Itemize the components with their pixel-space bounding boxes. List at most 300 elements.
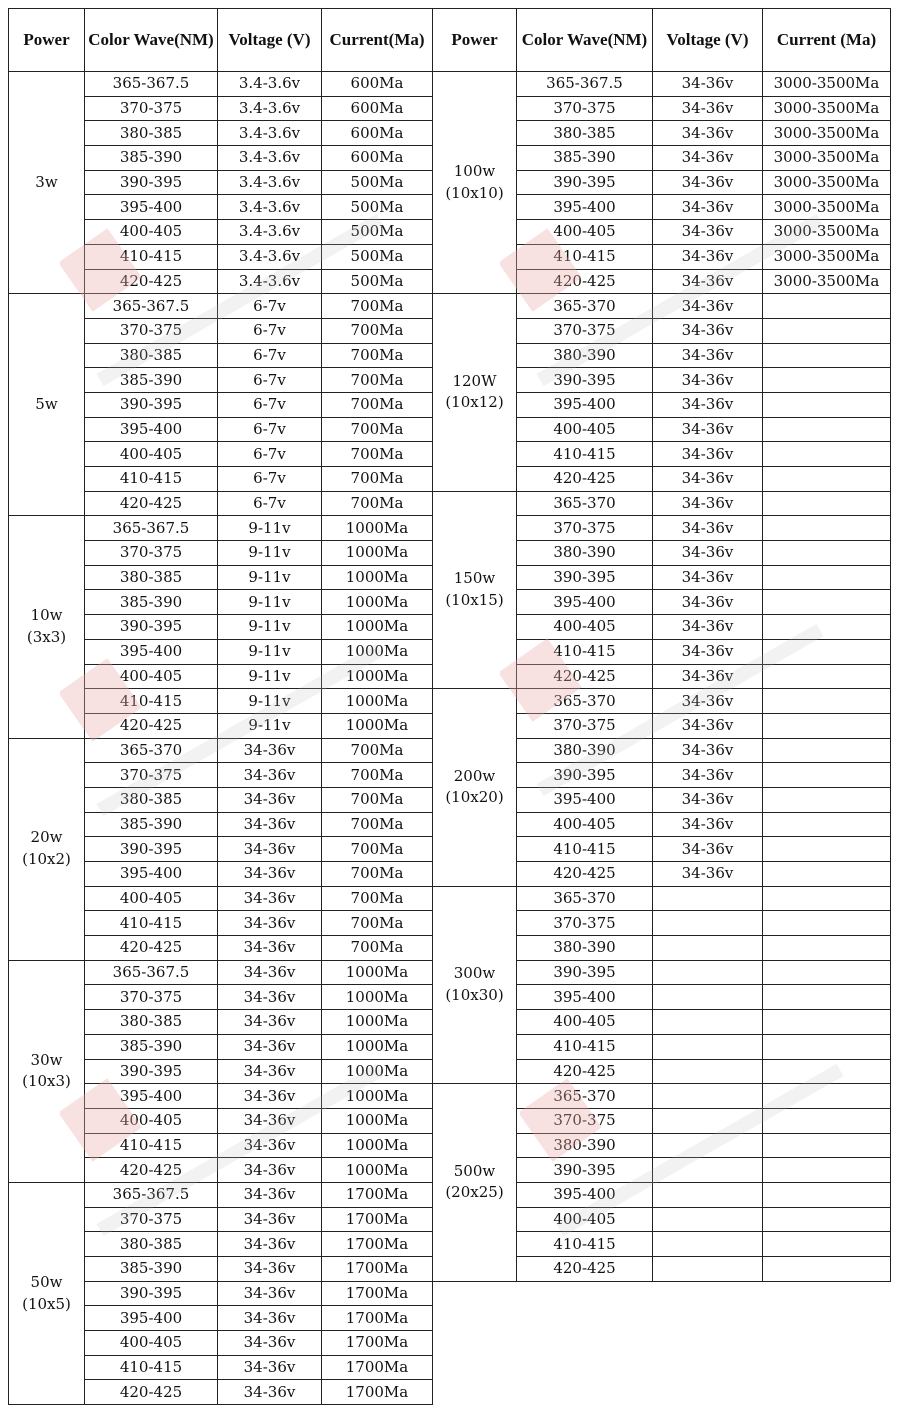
current-cell — [763, 812, 891, 837]
voltage-cell — [653, 1207, 763, 1232]
voltage-cell: 6-7v — [218, 294, 322, 319]
table-row — [9, 516, 433, 541]
wavelength-cell: 370-375 — [85, 318, 218, 343]
voltage-cell: 34-36v — [653, 738, 763, 763]
wavelength-cell: 370-375 — [85, 985, 218, 1010]
voltage-cell: 34-36v — [218, 1207, 322, 1232]
current-cell — [763, 960, 891, 985]
voltage-cell: 34-36v — [653, 787, 763, 812]
table-row — [433, 689, 891, 714]
wavelength-cell: 365-370 — [517, 491, 653, 516]
current-cell: 1700Ma — [322, 1380, 433, 1405]
voltage-cell: 34-36v — [218, 837, 322, 862]
wavelength-cell: 410-415 — [517, 1232, 653, 1257]
wavelength-cell: 395-400 — [517, 985, 653, 1010]
voltage-cell: 9-11v — [218, 516, 322, 541]
current-cell: 1700Ma — [322, 1182, 433, 1207]
current-cell: 700Ma — [322, 738, 433, 763]
current-cell: 600Ma — [322, 121, 433, 146]
header-row — [433, 9, 891, 72]
voltage-cell: 34-36v — [218, 1380, 322, 1405]
voltage-cell: 3.4-3.6v — [218, 96, 322, 121]
wavelength-cell: 420-425 — [517, 1257, 653, 1282]
current-cell — [763, 516, 891, 541]
voltage-cell: 34-36v — [653, 664, 763, 689]
spec-table-left — [8, 8, 433, 1405]
current-cell — [763, 664, 891, 689]
current-cell — [763, 442, 891, 467]
wavelength-cell: 395-400 — [85, 417, 218, 442]
power-cell: 30w (10x3) — [9, 960, 85, 1182]
voltage-cell: 34-36v — [653, 368, 763, 393]
voltage-cell: 34-36v — [218, 1010, 322, 1035]
current-cell: 1000Ma — [322, 516, 433, 541]
current-cell: 1000Ma — [322, 565, 433, 590]
voltage-cell: 34-36v — [218, 862, 322, 887]
voltage-cell: 34-36v — [653, 220, 763, 245]
voltage-cell — [653, 1034, 763, 1059]
wavelength-cell: 380-390 — [517, 936, 653, 961]
wavelength-cell: 390-395 — [517, 565, 653, 590]
wavelength-cell: 365-370 — [517, 689, 653, 714]
wavelength-cell: 410-415 — [517, 1034, 653, 1059]
wavelength-cell: 385-390 — [85, 1257, 218, 1282]
wavelength-cell: 370-375 — [517, 318, 653, 343]
wavelength-cell: 370-375 — [85, 541, 218, 566]
current-cell — [763, 689, 891, 714]
wavelength-cell: 410-415 — [517, 244, 653, 269]
current-cell: 3000-3500Ma — [763, 146, 891, 171]
voltage-cell: 3.4-3.6v — [218, 72, 322, 97]
current-cell: 700Ma — [322, 837, 433, 862]
voltage-cell: 9-11v — [218, 689, 322, 714]
voltage-cell: 34-36v — [653, 590, 763, 615]
wavelength-cell: 420-425 — [517, 664, 653, 689]
voltage-cell — [653, 1084, 763, 1109]
power-cell: 3w — [9, 72, 85, 294]
wavelength-cell: 385-390 — [85, 1034, 218, 1059]
current-cell: 1000Ma — [322, 1034, 433, 1059]
current-cell: 700Ma — [322, 911, 433, 936]
current-cell: 1000Ma — [322, 713, 433, 738]
voltage-cell: 34-36v — [653, 318, 763, 343]
voltage-cell: 34-36v — [218, 812, 322, 837]
voltage-cell: 34-36v — [653, 343, 763, 368]
voltage-cell: 34-36v — [653, 467, 763, 492]
voltage-cell: 34-36v — [653, 121, 763, 146]
voltage-cell: 9-11v — [218, 639, 322, 664]
current-cell — [763, 787, 891, 812]
voltage-cell: 3.4-3.6v — [218, 220, 322, 245]
wavelength-cell: 400-405 — [517, 1010, 653, 1035]
table-row — [433, 491, 891, 516]
voltage-cell: 34-36v — [653, 72, 763, 97]
voltage-cell: 34-36v — [218, 1331, 322, 1356]
voltage-cell: 3.4-3.6v — [218, 244, 322, 269]
wavelength-cell: 395-400 — [517, 195, 653, 220]
current-cell — [763, 862, 891, 887]
voltage-cell: 34-36v — [218, 1232, 322, 1257]
wavelength-cell: 420-425 — [85, 936, 218, 961]
power-cell: 50w (10x5) — [9, 1182, 85, 1404]
wavelength-cell: 420-425 — [517, 862, 653, 887]
wavelength-cell: 420-425 — [85, 269, 218, 294]
voltage-cell: 34-36v — [218, 1257, 322, 1282]
wavelength-cell: 410-415 — [85, 689, 218, 714]
wavelength-cell: 390-395 — [517, 763, 653, 788]
current-cell — [763, 467, 891, 492]
wavelength-cell: 390-395 — [85, 1281, 218, 1306]
voltage-cell: 6-7v — [218, 343, 322, 368]
voltage-cell: 34-36v — [218, 1182, 322, 1207]
voltage-cell: 34-36v — [218, 1034, 322, 1059]
power-cell: 100w (10x10) — [433, 72, 517, 294]
voltage-cell: 34-36v — [218, 911, 322, 936]
wavelength-cell: 390-395 — [85, 170, 218, 195]
wavelength-cell: 420-425 — [85, 713, 218, 738]
wavelength-cell: 380-390 — [517, 738, 653, 763]
current-cell — [763, 491, 891, 516]
current-cell — [763, 936, 891, 961]
voltage-cell: 6-7v — [218, 392, 322, 417]
current-cell: 1000Ma — [322, 541, 433, 566]
current-cell: 1700Ma — [322, 1207, 433, 1232]
voltage-cell: 34-36v — [218, 1059, 322, 1084]
wavelength-cell: 390-395 — [517, 368, 653, 393]
voltage-cell: 34-36v — [653, 862, 763, 887]
voltage-cell: 34-36v — [218, 763, 322, 788]
current-cell: 1000Ma — [322, 1010, 433, 1035]
current-cell: 1000Ma — [322, 1059, 433, 1084]
current-cell — [763, 392, 891, 417]
wavelength-cell: 420-425 — [85, 1380, 218, 1405]
voltage-cell: 34-36v — [218, 1158, 322, 1183]
table-row — [433, 886, 891, 911]
current-cell — [763, 1034, 891, 1059]
table-body — [433, 72, 891, 1282]
current-cell: 700Ma — [322, 862, 433, 887]
current-cell — [763, 911, 891, 936]
current-cell: 700Ma — [322, 763, 433, 788]
current-cell: 700Ma — [322, 318, 433, 343]
power-header: Power — [433, 9, 517, 72]
wavelength-cell: 365-367.5 — [85, 72, 218, 97]
wavelength-cell: 370-375 — [85, 1207, 218, 1232]
current-cell: 1000Ma — [322, 689, 433, 714]
current-cell: 1000Ma — [322, 1158, 433, 1183]
wavelength-cell: 420-425 — [85, 491, 218, 516]
current-cell: 1000Ma — [322, 1108, 433, 1133]
voltage-cell: 9-11v — [218, 565, 322, 590]
current-cell: 1700Ma — [322, 1257, 433, 1282]
wavelength-cell: 395-400 — [85, 195, 218, 220]
voltage-cell: 9-11v — [218, 664, 322, 689]
wavelength-cell: 410-415 — [85, 244, 218, 269]
current-cell: 700Ma — [322, 392, 433, 417]
voltage-cell: 34-36v — [218, 960, 322, 985]
current-cell: 700Ma — [322, 787, 433, 812]
wavelength-cell: 400-405 — [85, 442, 218, 467]
voltage-cell: 34-36v — [218, 1133, 322, 1158]
current-cell: 1000Ma — [322, 1133, 433, 1158]
current-cell — [763, 639, 891, 664]
current-cell — [763, 1182, 891, 1207]
table-row — [433, 72, 891, 97]
wavelength-cell: 365-367.5 — [85, 294, 218, 319]
voltage-cell: 34-36v — [218, 886, 322, 911]
current-cell: 600Ma — [322, 72, 433, 97]
voltage-cell: 34-36v — [218, 985, 322, 1010]
wavelength-cell: 370-375 — [85, 96, 218, 121]
current-cell — [763, 1010, 891, 1035]
current-cell — [763, 1108, 891, 1133]
voltage-cell — [653, 1010, 763, 1035]
current-header: Current(Ma) — [322, 9, 433, 72]
wavelength-cell: 390-395 — [85, 1059, 218, 1084]
wavelength-cell: 385-390 — [517, 146, 653, 171]
wavelength-cell: 390-395 — [85, 837, 218, 862]
wavelength-cell: 400-405 — [85, 886, 218, 911]
wavelength-cell: 390-395 — [517, 960, 653, 985]
wavelength-cell: 380-385 — [85, 787, 218, 812]
current-cell — [763, 615, 891, 640]
current-cell: 3000-3500Ma — [763, 121, 891, 146]
voltage-cell: 6-7v — [218, 368, 322, 393]
voltage-cell: 6-7v — [218, 467, 322, 492]
power-cell: 500w (20x25) — [433, 1084, 517, 1282]
voltage-cell — [653, 1133, 763, 1158]
current-cell: 3000-3500Ma — [763, 220, 891, 245]
wavelength-cell: 380-390 — [517, 541, 653, 566]
current-cell: 700Ma — [322, 886, 433, 911]
wavelength-cell: 410-415 — [517, 837, 653, 862]
voltage-cell: 34-36v — [218, 936, 322, 961]
header-row — [9, 9, 433, 72]
voltage-cell: 34-36v — [653, 713, 763, 738]
wavelength-cell: 380-385 — [85, 1232, 218, 1257]
voltage-cell: 6-7v — [218, 417, 322, 442]
wavelength-cell: 400-405 — [85, 1108, 218, 1133]
current-cell — [763, 318, 891, 343]
wavelength-cell: 380-385 — [85, 1010, 218, 1035]
current-cell — [763, 368, 891, 393]
current-cell — [763, 343, 891, 368]
wavelength-cell: 395-400 — [517, 1182, 653, 1207]
current-cell — [763, 985, 891, 1010]
wavelength-cell: 400-405 — [517, 1207, 653, 1232]
current-header: Current (Ma) — [763, 9, 891, 72]
current-cell: 1000Ma — [322, 960, 433, 985]
voltage-cell: 3.4-3.6v — [218, 170, 322, 195]
voltage-cell: 34-36v — [653, 269, 763, 294]
wavelength-cell: 385-390 — [85, 590, 218, 615]
voltage-cell — [653, 960, 763, 985]
color-wave-header: Color Wave(NM) — [517, 9, 653, 72]
voltage-cell: 34-36v — [218, 1281, 322, 1306]
wavelength-cell: 400-405 — [85, 664, 218, 689]
wavelength-cell: 385-390 — [85, 146, 218, 171]
current-cell: 1000Ma — [322, 639, 433, 664]
wavelength-cell: 400-405 — [517, 417, 653, 442]
wavelength-cell: 400-405 — [85, 220, 218, 245]
current-cell — [763, 1232, 891, 1257]
wavelength-cell: 390-395 — [517, 1158, 653, 1183]
voltage-cell: 34-36v — [653, 195, 763, 220]
current-cell — [763, 1059, 891, 1084]
wavelength-cell: 410-415 — [85, 911, 218, 936]
wavelength-cell: 390-395 — [85, 615, 218, 640]
voltage-cell: 34-36v — [653, 541, 763, 566]
wavelength-cell: 395-400 — [517, 787, 653, 812]
current-cell: 500Ma — [322, 220, 433, 245]
wavelength-cell: 385-390 — [85, 368, 218, 393]
table-row — [9, 960, 433, 985]
current-cell: 3000-3500Ma — [763, 195, 891, 220]
current-cell — [763, 1133, 891, 1158]
voltage-cell: 34-36v — [653, 96, 763, 121]
current-cell — [763, 417, 891, 442]
current-cell — [763, 1257, 891, 1282]
current-cell: 700Ma — [322, 417, 433, 442]
table-row — [433, 294, 891, 319]
current-cell: 1000Ma — [322, 590, 433, 615]
wavelength-cell: 400-405 — [517, 812, 653, 837]
current-cell: 1000Ma — [322, 985, 433, 1010]
voltage-cell: 34-36v — [653, 812, 763, 837]
voltage-cell: 9-11v — [218, 541, 322, 566]
voltage-cell: 34-36v — [653, 146, 763, 171]
wavelength-cell: 400-405 — [85, 1331, 218, 1356]
current-cell: 700Ma — [322, 294, 433, 319]
wavelength-cell: 365-370 — [85, 738, 218, 763]
table-row — [9, 1182, 433, 1207]
current-cell — [763, 837, 891, 862]
wavelength-cell: 380-390 — [517, 343, 653, 368]
power-cell: 10w (3x3) — [9, 516, 85, 738]
wavelength-cell: 410-415 — [85, 1133, 218, 1158]
current-cell: 1700Ma — [322, 1232, 433, 1257]
voltage-cell: 34-36v — [653, 294, 763, 319]
voltage-cell: 34-36v — [653, 615, 763, 640]
current-cell: 500Ma — [322, 195, 433, 220]
voltage-cell: 34-36v — [218, 787, 322, 812]
wavelength-cell: 365-370 — [517, 886, 653, 911]
wavelength-cell: 410-415 — [517, 442, 653, 467]
current-cell: 700Ma — [322, 467, 433, 492]
wavelength-cell: 365-367.5 — [85, 1182, 218, 1207]
voltage-cell: 9-11v — [218, 615, 322, 640]
current-cell: 1700Ma — [322, 1355, 433, 1380]
voltage-cell: 34-36v — [218, 1355, 322, 1380]
voltage-cell: 3.4-3.6v — [218, 146, 322, 171]
wavelength-cell: 370-375 — [517, 1108, 653, 1133]
wavelength-cell: 395-400 — [85, 862, 218, 887]
voltage-cell — [653, 1108, 763, 1133]
voltage-cell — [653, 1182, 763, 1207]
voltage-cell: 6-7v — [218, 491, 322, 516]
voltage-cell: 9-11v — [218, 713, 322, 738]
wavelength-cell: 365-370 — [517, 1084, 653, 1109]
voltage-cell: 34-36v — [653, 516, 763, 541]
wavelength-cell: 395-400 — [517, 392, 653, 417]
wavelength-cell: 370-375 — [85, 763, 218, 788]
power-cell: 5w — [9, 294, 85, 516]
wavelength-cell: 420-425 — [517, 269, 653, 294]
current-cell: 3000-3500Ma — [763, 170, 891, 195]
voltage-cell — [653, 1059, 763, 1084]
current-cell — [763, 713, 891, 738]
current-cell: 3000-3500Ma — [763, 72, 891, 97]
wavelength-cell: 380-385 — [85, 121, 218, 146]
wavelength-cell: 395-400 — [85, 1306, 218, 1331]
voltage-cell: 34-36v — [218, 1306, 322, 1331]
current-cell: 700Ma — [322, 936, 433, 961]
voltage-cell — [653, 1257, 763, 1282]
power-cell: 300w (10x30) — [433, 886, 517, 1084]
color-wave-header: Color Wave(NM) — [85, 9, 218, 72]
voltage-cell — [653, 1232, 763, 1257]
current-cell: 700Ma — [322, 343, 433, 368]
current-cell: 1000Ma — [322, 1084, 433, 1109]
voltage-cell: 34-36v — [653, 639, 763, 664]
wavelength-cell: 420-425 — [517, 467, 653, 492]
current-cell: 1700Ma — [322, 1306, 433, 1331]
current-cell: 600Ma — [322, 146, 433, 171]
voltage-cell: 3.4-3.6v — [218, 195, 322, 220]
voltage-cell: 6-7v — [218, 442, 322, 467]
power-cell: 200w (10x20) — [433, 689, 517, 887]
wavelength-cell: 370-375 — [517, 516, 653, 541]
current-cell: 1700Ma — [322, 1281, 433, 1306]
voltage-header: Voltage (V) — [218, 9, 322, 72]
voltage-cell: 9-11v — [218, 590, 322, 615]
voltage-cell: 34-36v — [653, 565, 763, 590]
voltage-cell: 34-36v — [653, 417, 763, 442]
table-row — [9, 294, 433, 319]
wavelength-cell: 380-390 — [517, 1133, 653, 1158]
current-cell: 700Ma — [322, 368, 433, 393]
voltage-cell: 34-36v — [218, 738, 322, 763]
wavelength-cell: 385-390 — [85, 812, 218, 837]
voltage-cell: 34-36v — [653, 170, 763, 195]
current-cell: 3000-3500Ma — [763, 269, 891, 294]
wavelength-cell: 365-367.5 — [85, 960, 218, 985]
wavelength-cell: 420-425 — [517, 1059, 653, 1084]
wavelength-cell: 390-395 — [85, 392, 218, 417]
voltage-cell: 3.4-3.6v — [218, 269, 322, 294]
current-cell: 700Ma — [322, 491, 433, 516]
power-cell: 150w (10x15) — [433, 491, 517, 689]
wavelength-cell: 370-375 — [517, 96, 653, 121]
voltage-cell — [653, 936, 763, 961]
wavelength-cell: 380-385 — [85, 565, 218, 590]
wavelength-cell: 365-367.5 — [517, 72, 653, 97]
voltage-cell: 34-36v — [653, 763, 763, 788]
wavelength-cell: 410-415 — [85, 467, 218, 492]
table-row — [433, 1084, 891, 1109]
voltage-cell: 34-36v — [653, 392, 763, 417]
current-cell — [763, 541, 891, 566]
table-body — [9, 72, 433, 1405]
wavelength-cell: 410-415 — [85, 1355, 218, 1380]
wavelength-cell: 400-405 — [517, 220, 653, 245]
voltage-cell — [653, 1158, 763, 1183]
current-cell: 700Ma — [322, 442, 433, 467]
wavelength-cell: 395-400 — [85, 1084, 218, 1109]
voltage-cell: 6-7v — [218, 318, 322, 343]
wavelength-cell: 370-375 — [517, 911, 653, 936]
voltage-cell: 34-36v — [653, 689, 763, 714]
